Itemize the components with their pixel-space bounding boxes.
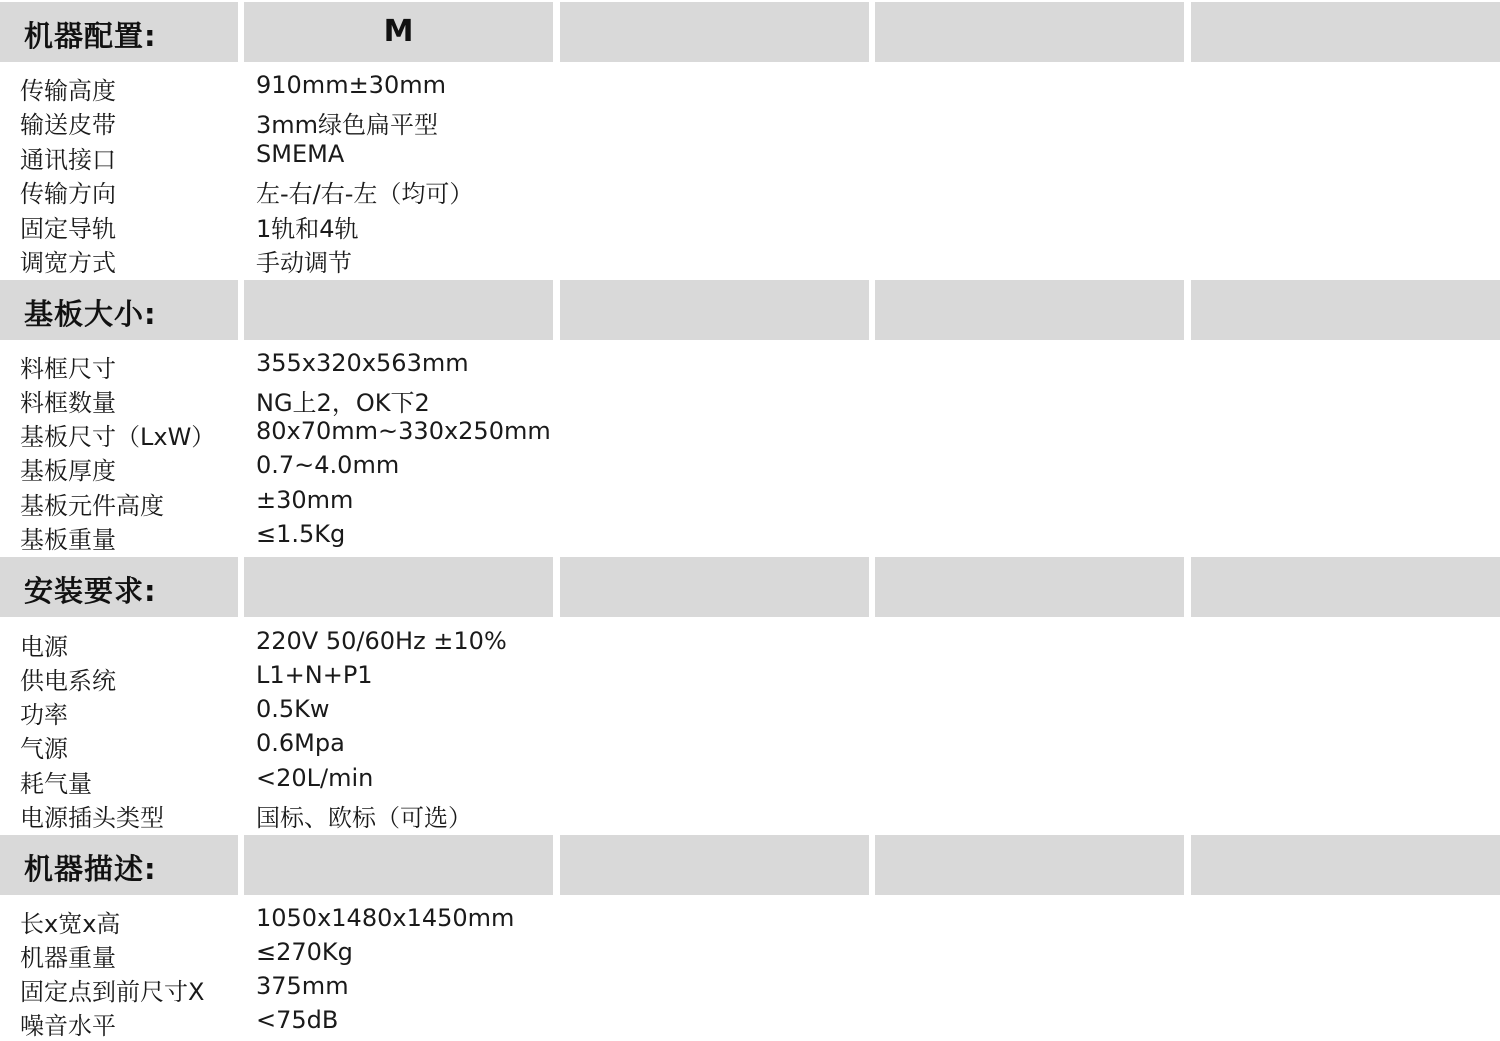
spec-value: 0.5Kw — [256, 695, 330, 723]
spec-row — [0, 67, 1500, 105]
spec-value: 左-右/右-左（均可） — [256, 180, 474, 208]
spec-row — [0, 623, 1500, 661]
spec-value: 0.7~4.0mm — [256, 451, 400, 479]
header-cell-empty — [875, 835, 1184, 895]
spec-row — [0, 794, 1500, 832]
header-cell-empty — [560, 557, 869, 617]
spec-label: 耗气量 — [20, 770, 92, 798]
header-cell-empty — [1191, 280, 1500, 340]
spec-label: 料框尺寸 — [20, 355, 116, 383]
header-cell-empty — [875, 2, 1184, 62]
spec-label: 固定点到前尺寸X — [20, 978, 205, 1006]
spec-row — [0, 136, 1500, 174]
spec-row — [0, 101, 1500, 139]
spec-label: 供电系统 — [20, 667, 116, 695]
header-cell-empty — [875, 557, 1184, 617]
spec-value: <20L/min — [256, 764, 374, 792]
header-cell-title — [0, 835, 238, 895]
header-cell-title — [0, 280, 238, 340]
spec-label: 电源 — [20, 633, 68, 661]
section-header-installation — [0, 557, 1500, 617]
spec-label: 输送皮带 — [20, 111, 116, 139]
model-label: M — [383, 14, 414, 49]
spec-row — [0, 725, 1500, 763]
spec-row — [0, 968, 1500, 1006]
spec-value: <75dB — [256, 1006, 339, 1034]
spec-label: 基板元件高度 — [20, 492, 164, 520]
header-cell-title — [0, 2, 238, 62]
spec-label: 基板厚度 — [20, 457, 116, 485]
header-cell-empty — [875, 280, 1184, 340]
spec-value: 1轨和4轨 — [256, 215, 359, 243]
spec-value: 3mm绿色扁平型 — [256, 111, 439, 139]
spec-row — [0, 760, 1500, 798]
spec-row — [0, 1002, 1500, 1040]
spec-row — [0, 934, 1500, 972]
spec-value: SMEMA — [256, 140, 345, 168]
spec-value: 1050x1480x1450mm — [256, 904, 515, 932]
spec-value: 手动调节 — [256, 249, 352, 277]
header-cell-empty — [560, 2, 869, 62]
spec-value: ±30mm — [256, 486, 354, 514]
header-cell-empty — [1191, 557, 1500, 617]
spec-row — [0, 482, 1500, 520]
spec-label: 基板重量 — [20, 526, 116, 554]
spec-row — [0, 447, 1500, 485]
section-header-machine-description — [0, 835, 1500, 895]
spec-row — [0, 900, 1500, 938]
spec-row — [0, 413, 1500, 451]
spec-row — [0, 239, 1500, 277]
section-header-board-size — [0, 280, 1500, 340]
spec-value: 375mm — [256, 972, 349, 1000]
spec-label: 料框数量 — [20, 389, 116, 417]
spec-label: 调宽方式 — [20, 249, 116, 277]
header-cell-empty — [1191, 835, 1500, 895]
spec-label: 通讯接口 — [20, 146, 116, 174]
spec-label: 长x宽x高 — [20, 910, 121, 938]
spec-value: 80x70mm~330x250mm — [256, 417, 551, 445]
spec-label: 传输方向 — [20, 180, 116, 208]
spec-value: 910mm±30mm — [256, 71, 446, 99]
section-title: 安装要求: — [24, 574, 157, 608]
spec-label: 气源 — [20, 735, 68, 763]
spec-label: 功率 — [20, 701, 68, 729]
spec-row — [0, 379, 1500, 417]
spec-row — [0, 691, 1500, 729]
header-cell-empty — [1191, 2, 1500, 62]
spec-label: 噪音水平 — [20, 1012, 116, 1040]
spec-row — [0, 516, 1500, 554]
header-cell-empty — [244, 557, 553, 617]
spec-label: 基板尺寸（LxW） — [20, 423, 216, 451]
header-cell-empty — [560, 280, 869, 340]
spec-value: NG上2，OK下2 — [256, 389, 430, 417]
spec-row — [0, 205, 1500, 243]
spec-value: ≤1.5Kg — [256, 520, 346, 548]
header-cell-title — [0, 557, 238, 617]
spec-label: 传输高度 — [20, 77, 116, 105]
section-header-machine-config — [0, 2, 1500, 62]
spec-label: 机器重量 — [20, 944, 116, 972]
spec-label: 固定导轨 — [20, 215, 116, 243]
header-cell-empty — [560, 835, 869, 895]
section-title: 机器描述: — [24, 852, 157, 886]
header-cell-model — [244, 2, 553, 62]
spec-value: 0.6Mpa — [256, 729, 345, 757]
spec-row — [0, 170, 1500, 208]
spec-value: 220V 50/60Hz ±10% — [256, 627, 507, 655]
section-title: 基板大小: — [24, 297, 157, 331]
spec-row — [0, 345, 1500, 383]
spec-value: 国标、欧标（可选） — [256, 804, 472, 832]
spec-row — [0, 657, 1500, 695]
header-cell-empty — [244, 280, 553, 340]
spec-label: 电源插头类型 — [20, 804, 164, 832]
header-cell-empty — [244, 835, 553, 895]
spec-value: 355x320x563mm — [256, 349, 469, 377]
spec-value: L1+N+P1 — [256, 661, 373, 689]
section-title: 机器配置: — [24, 19, 157, 53]
spec-value: ≤270Kg — [256, 938, 353, 966]
